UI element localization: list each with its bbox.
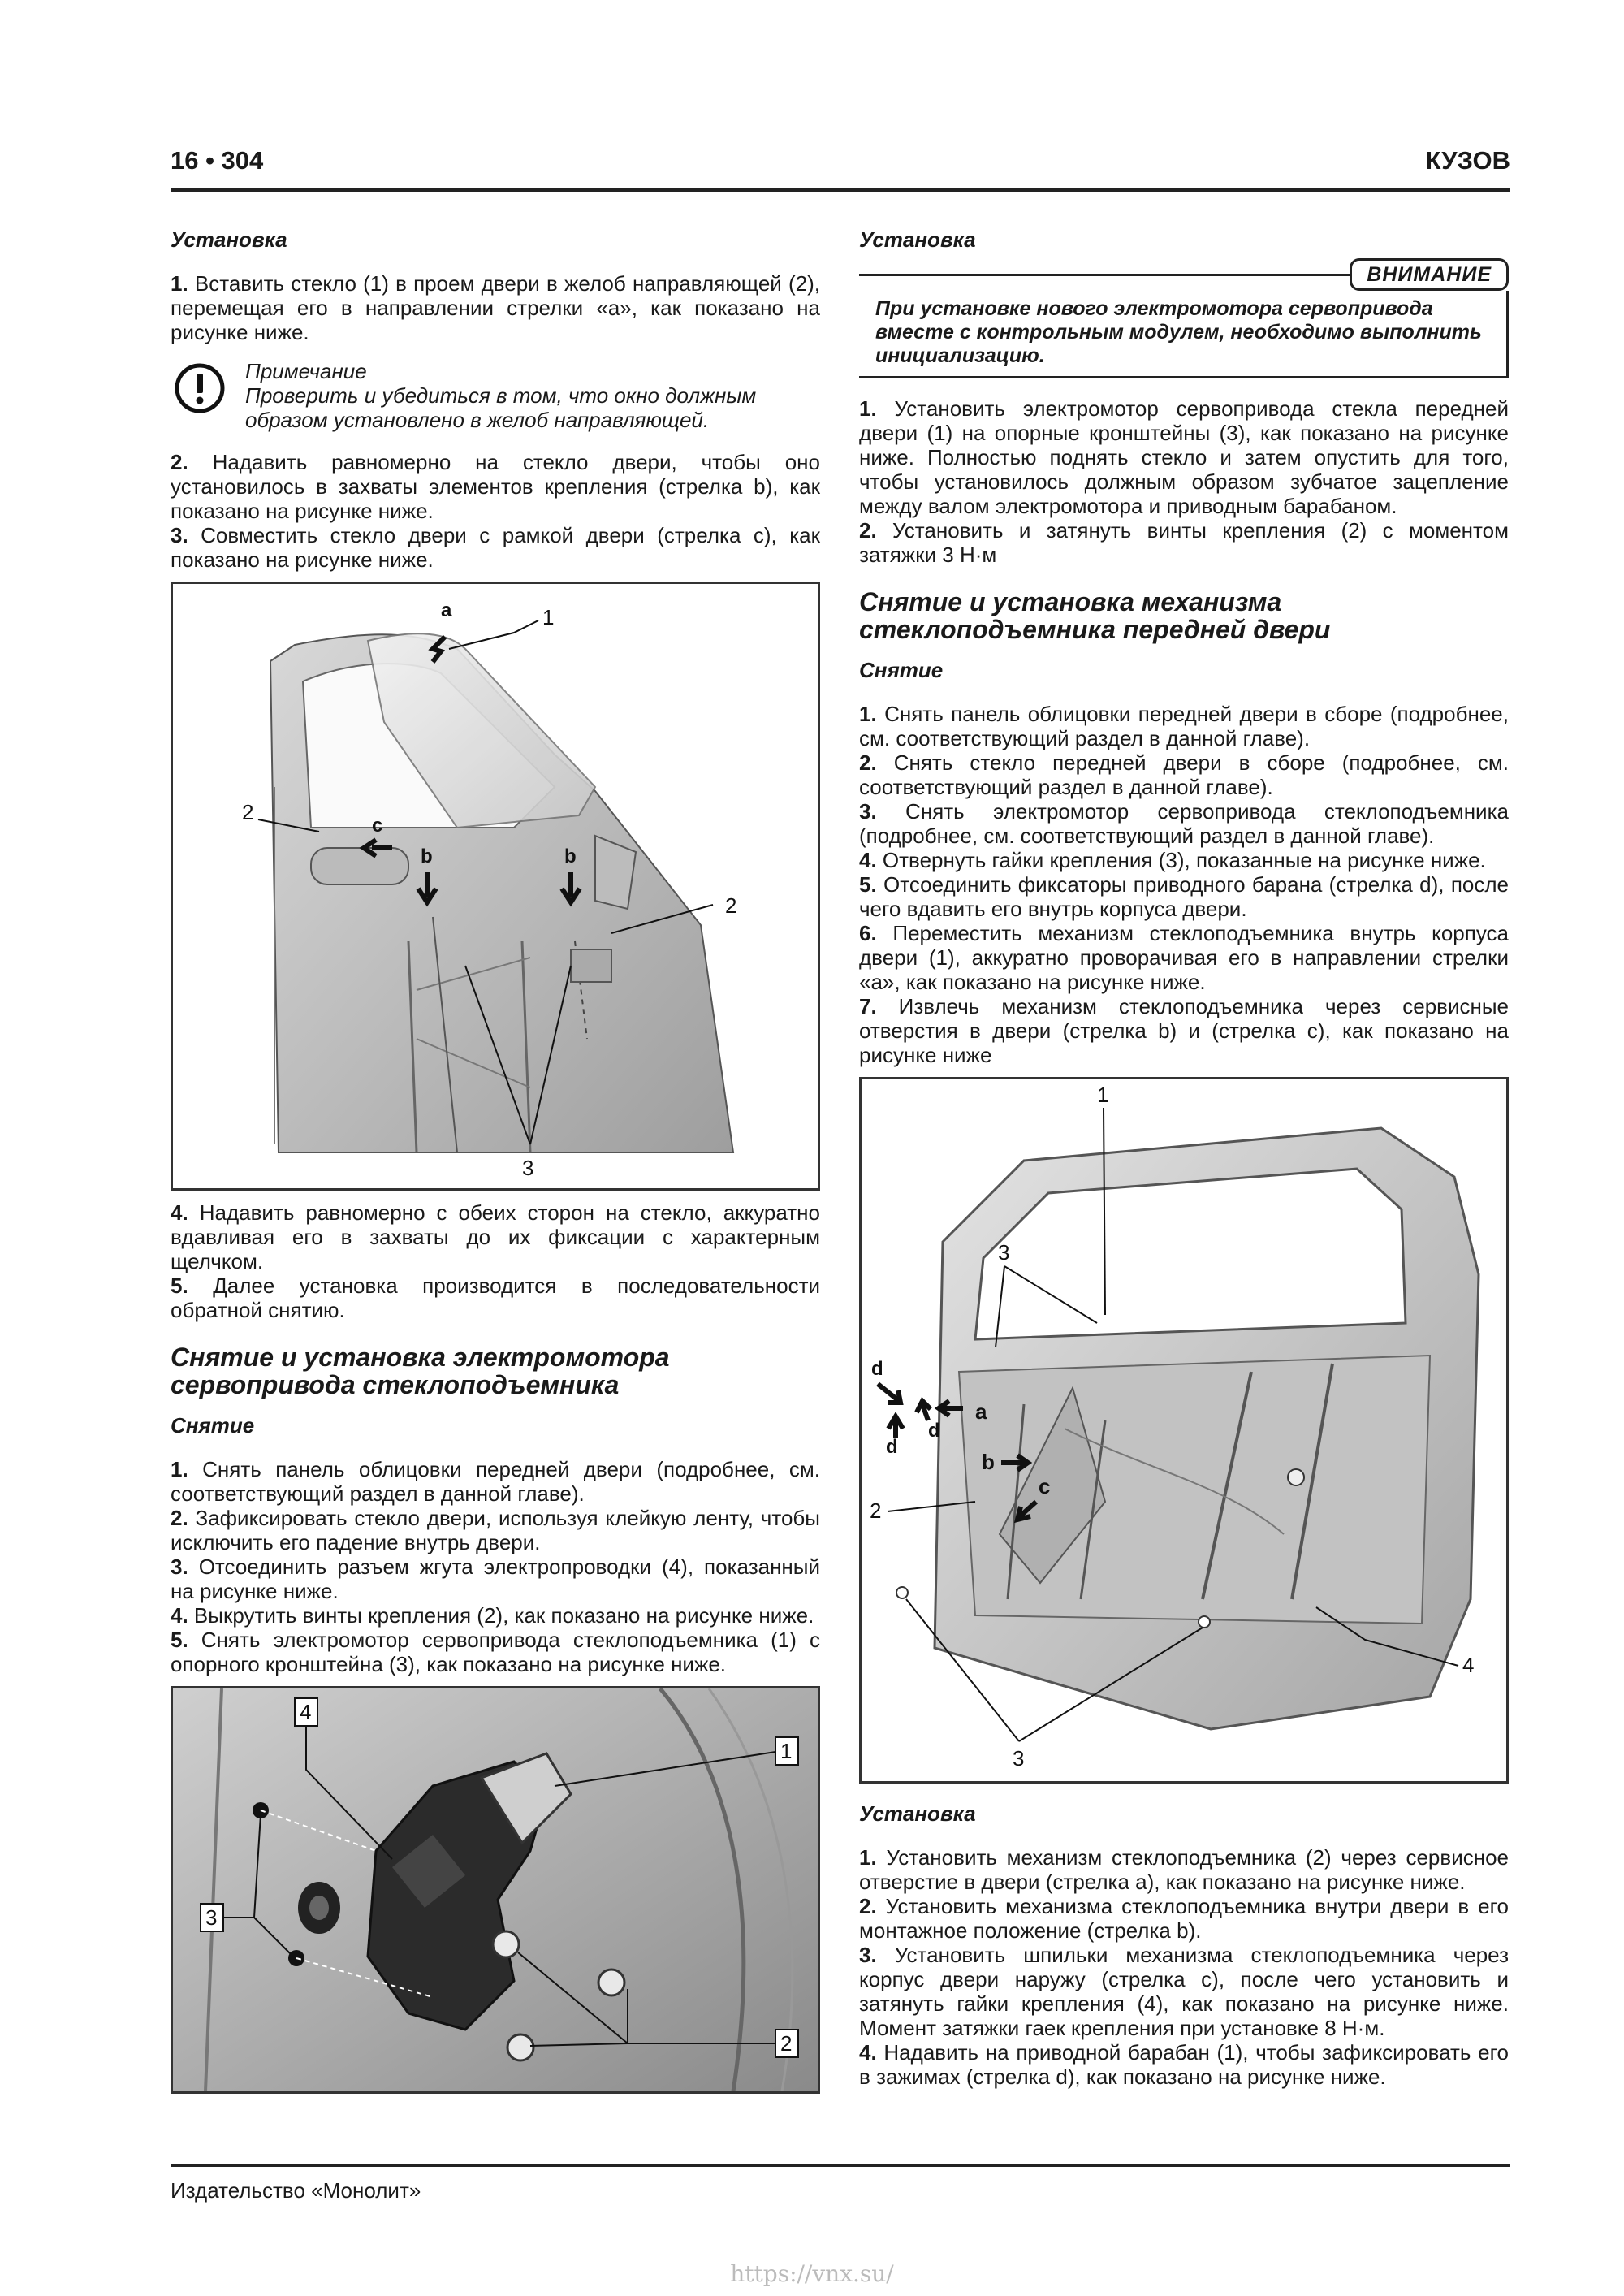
regulator-removal-step: 7. Извлечь механизм стеклоподъемника через сервисные отверстия в двери (стрелка b) и (стрелка c), как показано на рисунке ниже [859, 994, 1509, 1067]
note-block [171, 359, 820, 432]
note-title: Примечание [245, 359, 367, 383]
regulator-removal-step: 2. Снять стекло передней двери в сборе (подробнее, см. соответствующий раздел в данной главе). [859, 750, 1509, 799]
note-text: Проверить и убедиться в том, что окно должным образом установлено в желоб направляющей. [245, 383, 757, 432]
watermark-url: https://vnx.su/ [730, 2260, 894, 2287]
install-subheading-right: Установка [859, 227, 976, 252]
door-glass-illustration [173, 584, 818, 1188]
fig3-label-1: 1 [1097, 1083, 1109, 1107]
fig3-label-d1: d [871, 1358, 883, 1380]
removal-step: 2. Зафиксировать стекло двери, используя клейкую ленту, чтобы исключить его падение внутрь двери. [171, 1506, 820, 1554]
fig3-label-a: a [975, 1399, 987, 1424]
fig3-label-2: 2 [870, 1498, 882, 1523]
page-footer [171, 2164, 1510, 2203]
install-subheading: Установка [171, 227, 287, 252]
fig3-label-d3: d [886, 1436, 898, 1458]
regulator-removal-step: 6. Переместить механизм стеклоподъемника внутрь корпуса двери (1), аккуратно проворачивая его в направлении стрелки «а», как показано на рисунке ниже. [859, 921, 1509, 994]
fig1-label-b1: b [421, 845, 433, 867]
fig2-label-3: 3 [205, 1905, 218, 1930]
fig1-label-b2: b [564, 845, 577, 867]
install-step-5: 5. Далее установка производится в последовательности обратной снятию. [171, 1273, 820, 1322]
heading-motor: Снятие и установка электромотора сервопривода стеклоподъемника [171, 1343, 670, 1399]
removal-subheading: Снятие [171, 1413, 255, 1438]
regulator-install-step: 4. Надавить на приводной барабан (1), чтобы зафиксировать его в зажимах (стрелка d), как показано на рисунке ниже. [859, 2040, 1509, 2089]
fig1-label-2-left: 2 [242, 800, 254, 824]
left-column [171, 227, 820, 2104]
fig1-label-c: c [372, 815, 383, 837]
exclamation-icon [174, 362, 226, 414]
regulator-install-step: 3. Установить шпильки механизма стеклоподъемника через корпус двери наружу (стрелка c), после чего установить и затянуть гайки крепления (4), как показано на рисунке ниже. Момент затяжки гаек крепления при установке 8 Н·м. [859, 1943, 1509, 2040]
regulator-removal-step: 3. Снять электромотор сервопривода стеклоподъемника (подробнее, см. соответствующий раздел в данной главе). [859, 799, 1509, 848]
regulator-install-step: 1. Установить механизм стеклоподъемника (2) через сервисное отверстие в двери (стрелка а), как показано на рисунке ниже. [859, 1845, 1509, 1894]
fig2-label-1: 1 [780, 1739, 793, 1763]
fig1-label-1: 1 [542, 605, 555, 629]
warning-text: При установке нового электромотора сервопривода вместе с контрольным модулем, необходимо выполнить инициализацию. [859, 291, 1509, 378]
section-title: КУЗОВ [1425, 146, 1510, 175]
removal-subheading-right: Снятие [859, 658, 944, 682]
install-step-2: 2. Надавить равномерно на стекло двери, чтобы оно установилось в захваты элементов крепления (стрелка b), как показано на рисунке ниже. [171, 450, 820, 523]
install-step-1: 1. Вставить стекло (1) в проем двери в желоб направляющей (2), перемещая его в направлении стрелки «а», как показано на рисунке ниже. [171, 271, 820, 344]
removal-step: 3. Отсоединить разъем жгута электропроводки (4), показанный на рисунке ниже. [171, 1554, 821, 1603]
motor-install-step: 2. Установить и затянуть винты крепления (2) с моментом затяжки 3 Н·м [859, 518, 1509, 567]
fig1-label-3: 3 [522, 1156, 534, 1180]
figure-window-motor [171, 1686, 820, 2094]
regulator-illustration [862, 1079, 1506, 1781]
warning-label: ВНИМАНИЕ [1350, 258, 1509, 291]
removal-step: 5. Снять электромотор сервопривода стеклоподъемника (1) с опорного кронштейна (3), как показано на рисунке ниже. [171, 1628, 820, 1676]
window-motor-illustration [173, 1688, 818, 2091]
page-number: 16 • 304 [171, 146, 264, 175]
page-header [171, 146, 1510, 192]
install-subheading-regulator: Установка [859, 1801, 976, 1826]
fig1-label-2-right: 2 [725, 893, 737, 918]
install-step-3: 3. Совместить стекло двери с рамкой двери (стрелка c), как показано на рисунке ниже. [171, 523, 820, 572]
fig3-label-b: b [982, 1450, 995, 1474]
fig3-label-3-bottom: 3 [1013, 1746, 1025, 1771]
fig3-label-c: c [1039, 1474, 1051, 1498]
fig1-label-a: a [441, 599, 452, 621]
warning-block [859, 258, 1509, 378]
removal-step: 4. Выкрутить винты крепления (2), как показано на рисунке ниже. [171, 1603, 814, 1628]
figure-door-glass [171, 582, 820, 1191]
heading-regulator: Снятие и установка механизма стеклоподъемника передней двери [859, 587, 1331, 644]
fig3-label-d2: d [928, 1420, 940, 1442]
regulator-install-step: 2. Установить механизма стеклоподъемника внутри двери в его монтажное положение (стрелка b). [859, 1894, 1509, 1943]
figure-regulator [859, 1077, 1509, 1784]
regulator-removal-step: 1. Снять панель облицовки передней двери в сборе (подробнее, см. соответствующий раздел в данной главе). [859, 702, 1509, 750]
install-step-4: 4. Надавить равномерно с обеих сторон на стекло, аккуратно вдавливая его в захваты до их фиксации с характерным щелчком. [171, 1200, 820, 1273]
regulator-removal-step: 4. Отвернуть гайки крепления (3), показанные на рисунке ниже. [859, 848, 1486, 872]
right-column [859, 227, 1509, 2089]
regulator-removal-step: 5. Отсоединить фиксаторы приводного барана (стрелка d), после чего вдавить его внутрь корпуса двери. [859, 872, 1509, 921]
removal-step: 1. Снять панель облицовки передней двери (подробнее, см. соответствующий раздел в данной главе). [171, 1457, 820, 1506]
fig2-label-4: 4 [300, 1700, 312, 1724]
fig3-label-3-top: 3 [998, 1240, 1010, 1265]
publisher: Издательство «Монолит» [171, 2178, 421, 2203]
fig3-label-4: 4 [1462, 1653, 1475, 1677]
motor-install-step: 1. Установить электромотор сервопривода стекла передней двери (1) на опорные кронштейны (3), как показано на рисунке ниже. Полностью поднять стекло и затем опустить для того, чтобы установилось должным образом зубчатое зацепление между валом электромотора и приводным барабаном. [859, 396, 1509, 518]
fig2-label-2: 2 [780, 2031, 793, 2056]
